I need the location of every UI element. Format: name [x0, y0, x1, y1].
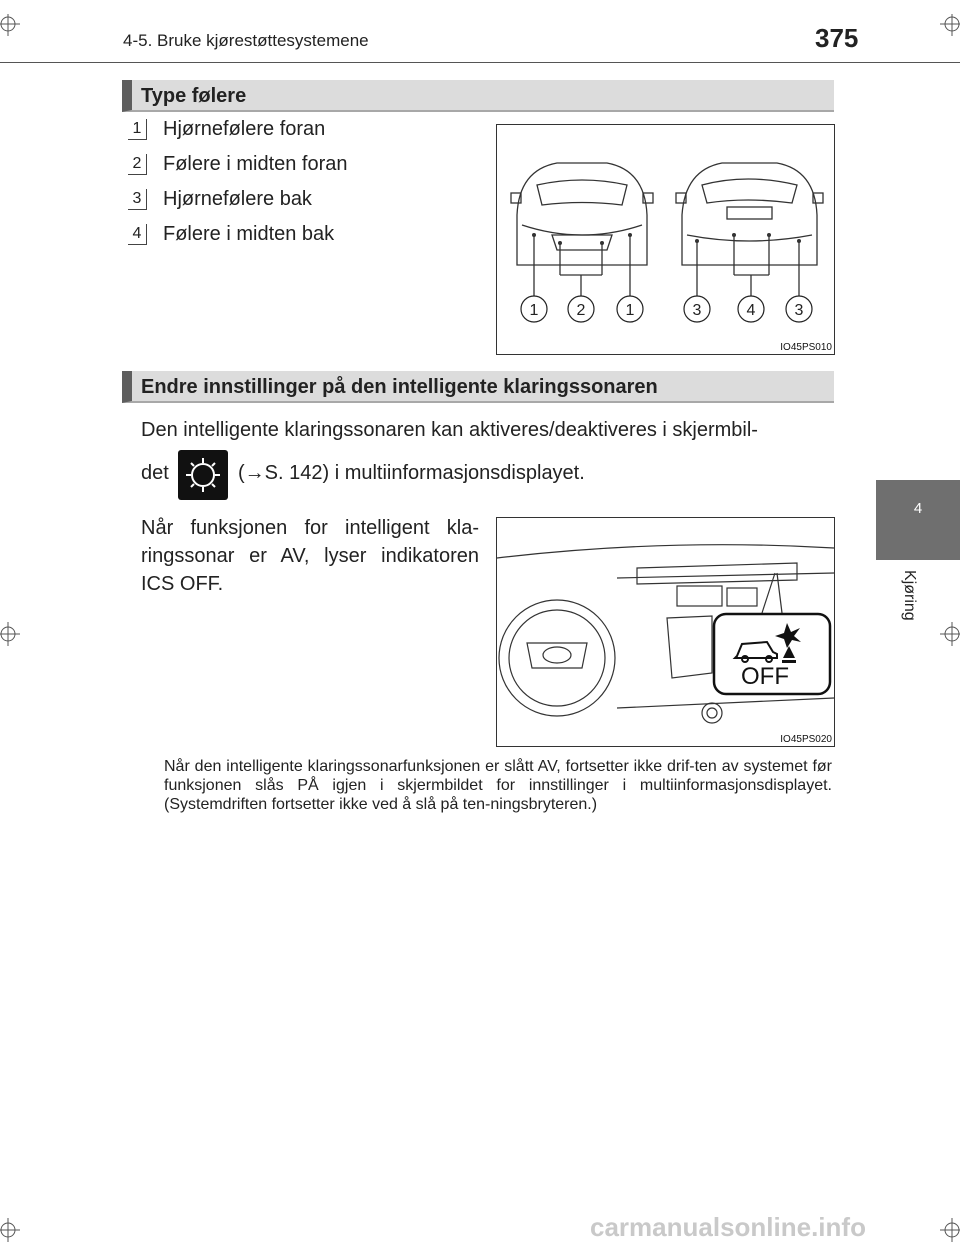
settings-screen-icon — [178, 450, 228, 500]
car-sensors-illustration — [497, 125, 834, 354]
section-heading-sensor-types — [122, 80, 834, 112]
paragraph-ics-off: Når funksjonen for intelligent kla-ringssonar er AV, lyser indikatoren ICS OFF. — [141, 517, 479, 595]
chapter-label: Kjøring — [901, 570, 918, 621]
paragraph-prefix: det — [141, 462, 169, 484]
item-label: Følere i midten foran — [163, 153, 348, 175]
figure-code: IO45PS010 — [780, 342, 832, 353]
heading-text: Type følere — [141, 85, 247, 107]
section-heading-change-settings — [122, 371, 834, 403]
page-number: 375 — [815, 23, 859, 53]
dashboard-illustration — [497, 518, 834, 746]
section-title: 4-5. Bruke kjørestøttesystemene — [123, 31, 369, 50]
list-item — [128, 118, 325, 146]
figure-code: IO45PS020 — [780, 734, 832, 745]
paragraph-suffix: (→S. 142) i multiinformasjonsdisplayet. — [238, 462, 585, 484]
paragraph-line: Den intelligente klaringssonaren kan aktiveres/deaktiveres i skjermbil- — [141, 419, 758, 441]
callout-3-rear-corner: 3 — [692, 302, 702, 319]
callout-1-front-corner: 1 — [625, 302, 635, 319]
item-number: 4 — [128, 224, 147, 245]
dashboard-figure — [496, 517, 835, 747]
chapter-number: 4 — [913, 500, 923, 517]
chapter-tab — [876, 480, 960, 560]
callout-2-front-center: 2 — [576, 302, 586, 319]
sensor-location-figure — [496, 124, 835, 355]
item-number: 3 — [128, 189, 147, 210]
item-number: 2 — [128, 154, 147, 175]
heading-text: Endre innstillinger på den intelligente klaringssonaren — [141, 376, 658, 398]
ics-off-indicator-text: OFF — [741, 663, 789, 690]
list-item — [128, 188, 312, 216]
callout-1-front-corner: 1 — [529, 302, 539, 319]
callout-4-rear-center: 4 — [746, 302, 756, 319]
callout-3-rear-corner: 3 — [794, 302, 804, 319]
item-label: Følere i midten bak — [163, 223, 335, 245]
list-item — [128, 153, 348, 181]
watermark: carmanualsonline.info — [590, 1212, 866, 1242]
item-number: 1 — [128, 119, 147, 140]
item-label: Hjørnefølere bak — [163, 188, 312, 210]
list-item — [128, 223, 334, 251]
header-divider — [0, 62, 960, 63]
item-label: Hjørnefølere foran — [163, 118, 326, 140]
note-paragraph: Når den intelligente klaringssonarfunksjonen er slått AV, fortsetter ikke drif-ten av systemet før funksjonen slås PÅ igjen i skjermbildet for innstillinger i multiinformasjonsdisplayet. (Systemdriften fortsetter ikke ved å slå på ten-ningsbryteren.) — [164, 758, 832, 813]
